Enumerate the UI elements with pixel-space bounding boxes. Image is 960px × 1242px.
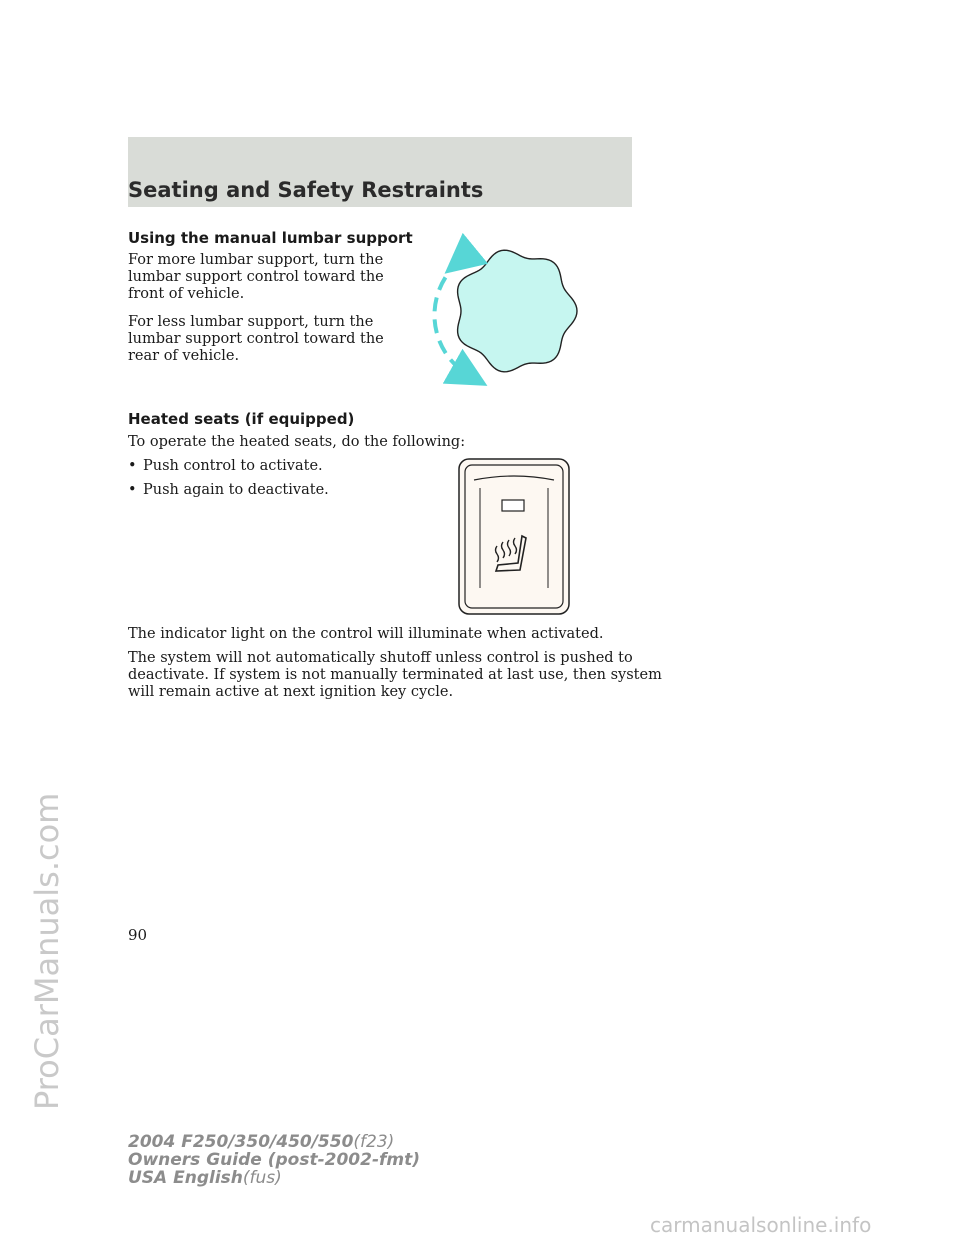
footer-guide: Owners Guide (post-2002-fmt): [128, 1150, 421, 1170]
heated-heading: Heated seats (if equipped): [128, 410, 355, 428]
lumbar-para-more: For more lumbar support, turn the lumbar support control toward the front of vehicle.: [128, 252, 384, 302]
page-number: 90: [128, 926, 148, 944]
bullet-activate-text: Push control to activate.: [143, 458, 323, 474]
bottom-watermark: carmanualsonline.info: [650, 1213, 872, 1237]
heated-shutoff-para: The system will not automatically shutoff unless control is pushed to deactivate. If system is not manually terminated at last use, then system will remain active at next ignition key cycle.: [128, 650, 662, 700]
bullet-activate: • Push control to activate.: [128, 458, 323, 474]
footer-language-code: (fus): [242, 1168, 282, 1188]
heated-indicator-para: The indicator light on the control will illuminate when activated.: [128, 626, 604, 642]
lumbar-knob-icon: [420, 236, 590, 386]
section-title: Seating and Safety Restraints: [128, 178, 484, 202]
footer-language: USA English: [128, 1168, 243, 1188]
heated-seat-switch-icon: [458, 458, 570, 616]
heated-intro: To operate the heated seats, do the following:: [128, 434, 466, 450]
bullet-deactivate: • Push again to deactivate.: [128, 482, 329, 498]
lumbar-para-less: For less lumbar support, turn the lumbar support control toward the rear of vehicle.: [128, 314, 384, 364]
footer-model: 2004 F250/350/450/550: [128, 1132, 354, 1152]
side-watermark: ProCarManuals.com: [28, 792, 66, 1110]
lumbar-heading: Using the manual lumbar support: [128, 229, 413, 247]
bullet-deactivate-text: Push again to deactivate.: [143, 482, 329, 498]
footer-model-code: (f23): [353, 1132, 395, 1152]
footer: [128, 1133, 420, 1187]
